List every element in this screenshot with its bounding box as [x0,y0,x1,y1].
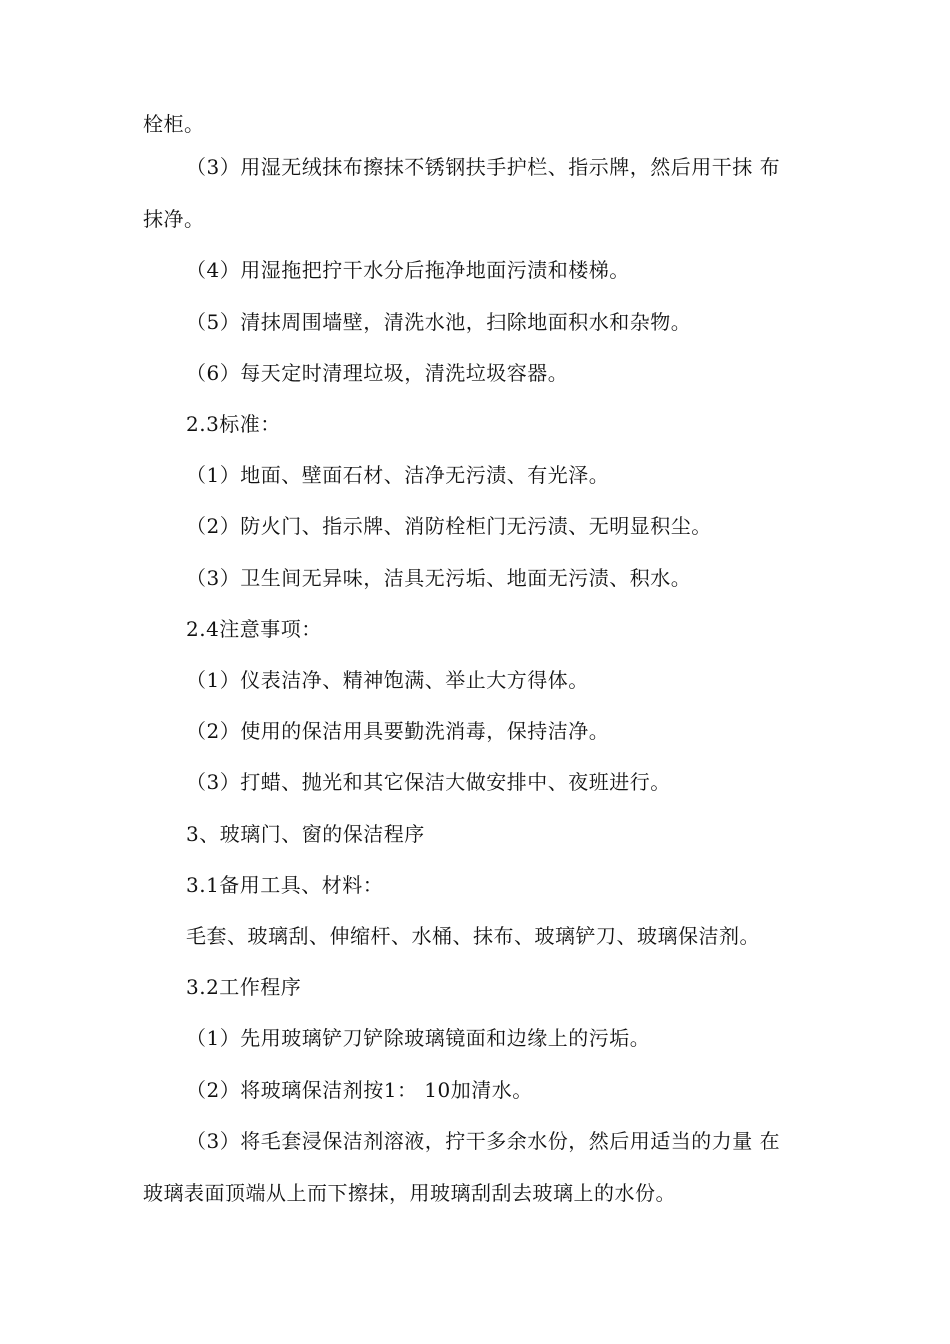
text-line: （1）地面、壁面石材、洁净无污渍、有光泽。 [186,463,610,487]
text-line: 栓柜。 [143,112,205,136]
section-heading: 3.2工作程序 [186,975,302,999]
text-line: （6）每天定时清理垃圾，清洗垃圾容器。 [186,361,569,385]
text-line: （2）使用的保洁用具要勤洗消毒，保持洁净。 [186,719,610,743]
text-line: （4）用湿拖把拧干水分后拖净地面污渍和楼梯。 [186,258,630,282]
section-heading: 3、玻璃门、窗的保洁程序 [186,822,425,846]
text-line: （3）将毛套浸保洁剂溶液，拧干多余水份，然后用适当的力量 在 [186,1129,781,1153]
text-line: （3）用湿无绒抹布擦抹不锈钢扶手护栏、指示牌，然后用干抹 布 [186,155,781,179]
text-line: （2）将玻璃保洁剂按1： 10加清水。 [186,1078,533,1102]
text-line: 抹净。 [143,207,205,231]
text-line: （3）打蜡、抛光和其它保洁大做安排中、夜班进行。 [186,770,671,794]
text-line: （3）卫生间无异味，洁具无污垢、地面无污渍、积水。 [186,566,692,590]
section-heading: 3.1备用工具、材料： [186,873,384,897]
section-heading: 2.4注意事项： [186,617,322,641]
text-line: （2）防火门、指示牌、消防栓柜门无污渍、无明显积尘。 [186,514,712,538]
text-line: （1）先用玻璃铲刀铲除玻璃镜面和边缘上的污垢。 [186,1026,651,1050]
section-heading: 2.3标准： [186,412,281,436]
text-line: （1）仪表洁净、精神饱满、举止大方得体。 [186,668,589,692]
text-line: 玻璃表面顶端从上而下擦抹，用玻璃刮刮去玻璃上的水份。 [143,1181,676,1205]
text-line: 毛套、玻璃刮、伸缩杆、水桶、抹布、玻璃铲刀、玻璃保洁剂。 [186,924,760,948]
text-line: （5）清抹周围墙壁，清洗水池，扫除地面积水和杂物。 [186,310,692,334]
